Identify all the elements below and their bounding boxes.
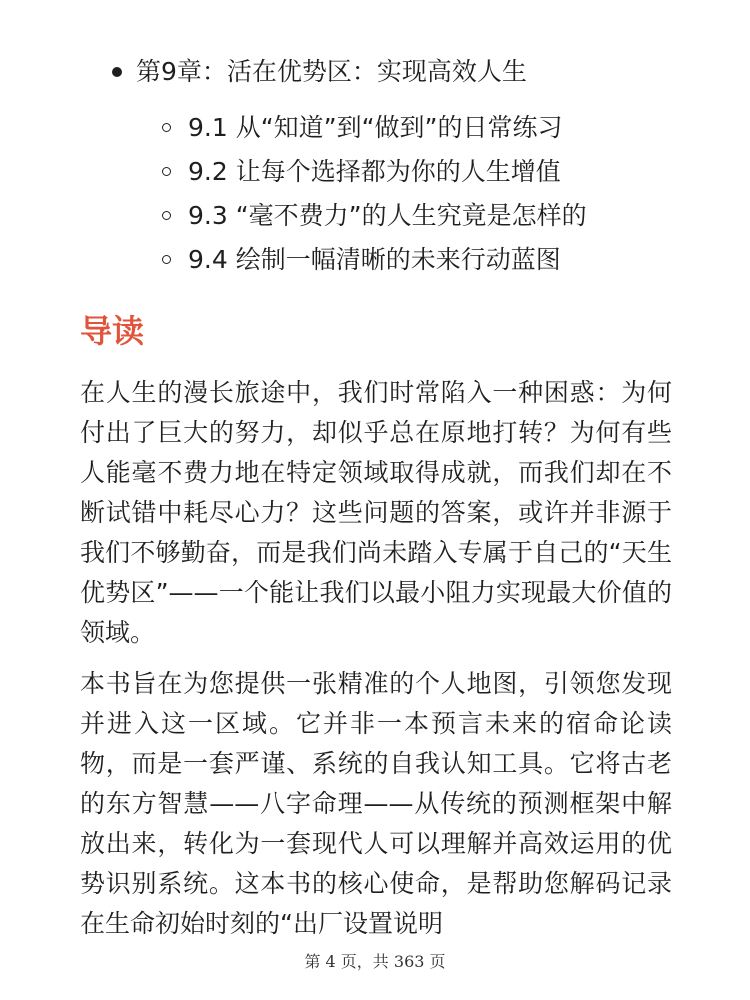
section-title: 9.1 从“知道”到“做到”的日常练习 <box>188 113 563 142</box>
bullet-disc-icon <box>112 67 122 77</box>
section-item <box>160 238 710 282</box>
section-item <box>160 194 710 238</box>
bullet-circle-icon <box>162 123 171 132</box>
chapter-title: 第9章：活在优势区：实现高效人生 <box>136 57 527 86</box>
bullet-circle-icon <box>162 211 171 220</box>
intro-paragraph-1: 在人生的漫长旅途中，我们时常陷入一种困惑：为何付出了巨大的努力，却似乎总在原地打转？为何有些人能毫不费力地在特定领域取得成就，而我们却在不断试错中耗尽心力？这些问题的答案，或许并非源于我们不够勤奋，而是我们尚未踏入专属于自己的“天生优势区”——一个能让我们以最小阻力实现最大价值的领域。 <box>80 378 672 647</box>
page-number-footer: 第 4 页，共 363 页 <box>304 952 446 971</box>
section-title: 9.3 “毫不费力”的人生究竟是怎样的 <box>188 201 587 230</box>
section-list-wrapper <box>108 106 710 282</box>
section-title: 9.4 绘制一幅清晰的未来行动蓝图 <box>188 245 561 274</box>
table-of-contents <box>108 52 710 282</box>
bullet-circle-icon <box>162 255 171 264</box>
intro-heading: 导读 <box>80 312 145 350</box>
section-list <box>108 106 710 282</box>
bullet-circle-icon <box>162 167 171 176</box>
intro-paragraph-2: 本书旨在为您提供一张精准的个人地图，引领您发现并进入这一区域。它并非一本预言未来的宿命论读物，而是一套严谨、系统的自我认知工具。它将古老的东方智慧——八字命理——从传统的预测框架中解放出来，转化为一套现代人可以理解并高效运用的优势识别系统。这本书的核心使命，是帮助您解码记录在生命初始时刻的“出厂设置说明 <box>80 669 672 938</box>
section-title: 9.2 让每个选择都为你的人生增值 <box>188 157 561 186</box>
section-item <box>160 106 710 150</box>
chapter-9-item <box>108 52 710 92</box>
section-item <box>160 150 710 194</box>
